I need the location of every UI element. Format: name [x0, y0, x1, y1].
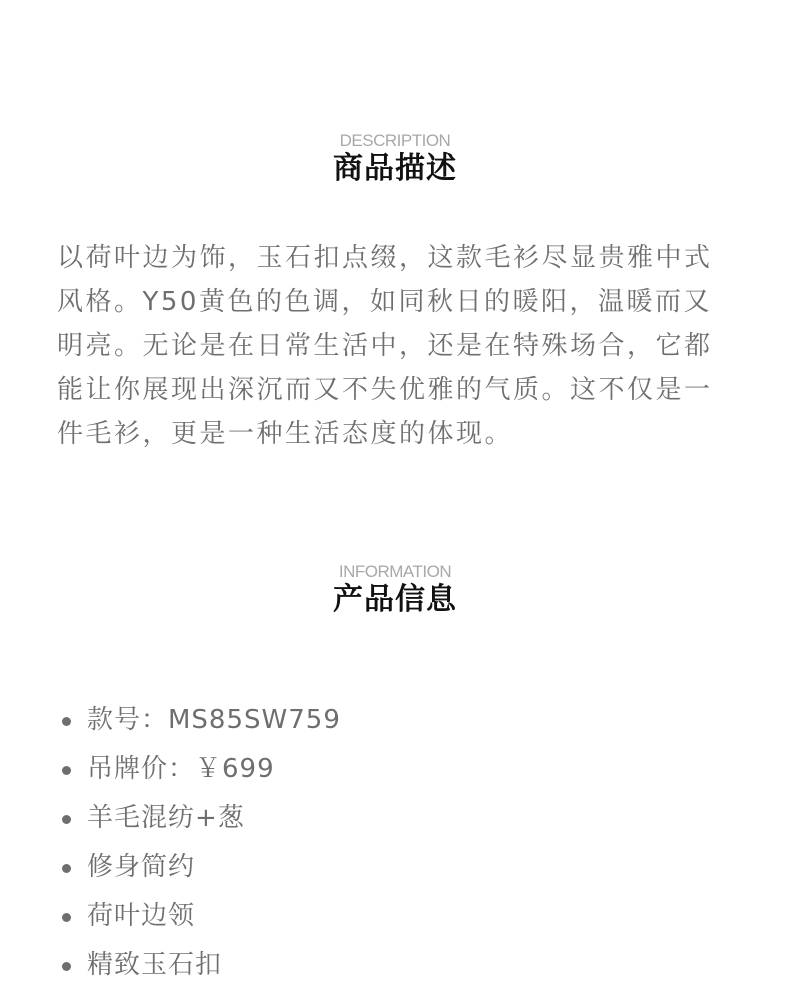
- list-item: [60, 942, 341, 991]
- description-en-title: DESCRIPTION: [339, 131, 451, 150]
- list-item: [60, 746, 341, 795]
- bullet-icon: [62, 913, 71, 922]
- information-en-title: INFORMATION: [338, 562, 452, 581]
- bullet-icon: [62, 962, 71, 971]
- list-item: [60, 795, 341, 844]
- bullet-icon: [62, 717, 71, 726]
- information-zh-title: 产品信息: [333, 582, 457, 617]
- product-description-text: 以荷叶边为饰，玉石扣点缀，这款毛衫尽显贵雅中式风格。Y50黄色的色调，如同秋日的暖阳，温暖而又明亮。无论是在日常生活中，还是在特殊场合，它都能让你展现出深沉而又不失优雅的气质。这不仅是一件毛衫，更是一种生活态度的体现。: [57, 243, 713, 449]
- info-fit: 修身简约: [87, 852, 196, 882]
- info-collar: 荷叶边领: [87, 901, 196, 931]
- bullet-icon: [62, 864, 71, 873]
- info-material: 羊毛混纺+葱: [87, 803, 245, 833]
- list-item: [60, 844, 341, 893]
- bullet-icon: [62, 766, 71, 775]
- information-header: [0, 562, 790, 618]
- info-style-number: 款号：MS85SW759: [87, 705, 341, 735]
- info-tag-price: 吊牌价：￥699: [87, 754, 275, 784]
- description-header: [0, 131, 790, 187]
- product-info-list: [60, 697, 341, 991]
- description-zh-title: 商品描述: [333, 151, 457, 186]
- list-item: [60, 697, 341, 746]
- info-button: 精致玉石扣: [87, 950, 223, 980]
- list-item: [60, 893, 341, 942]
- bullet-icon: [62, 815, 71, 824]
